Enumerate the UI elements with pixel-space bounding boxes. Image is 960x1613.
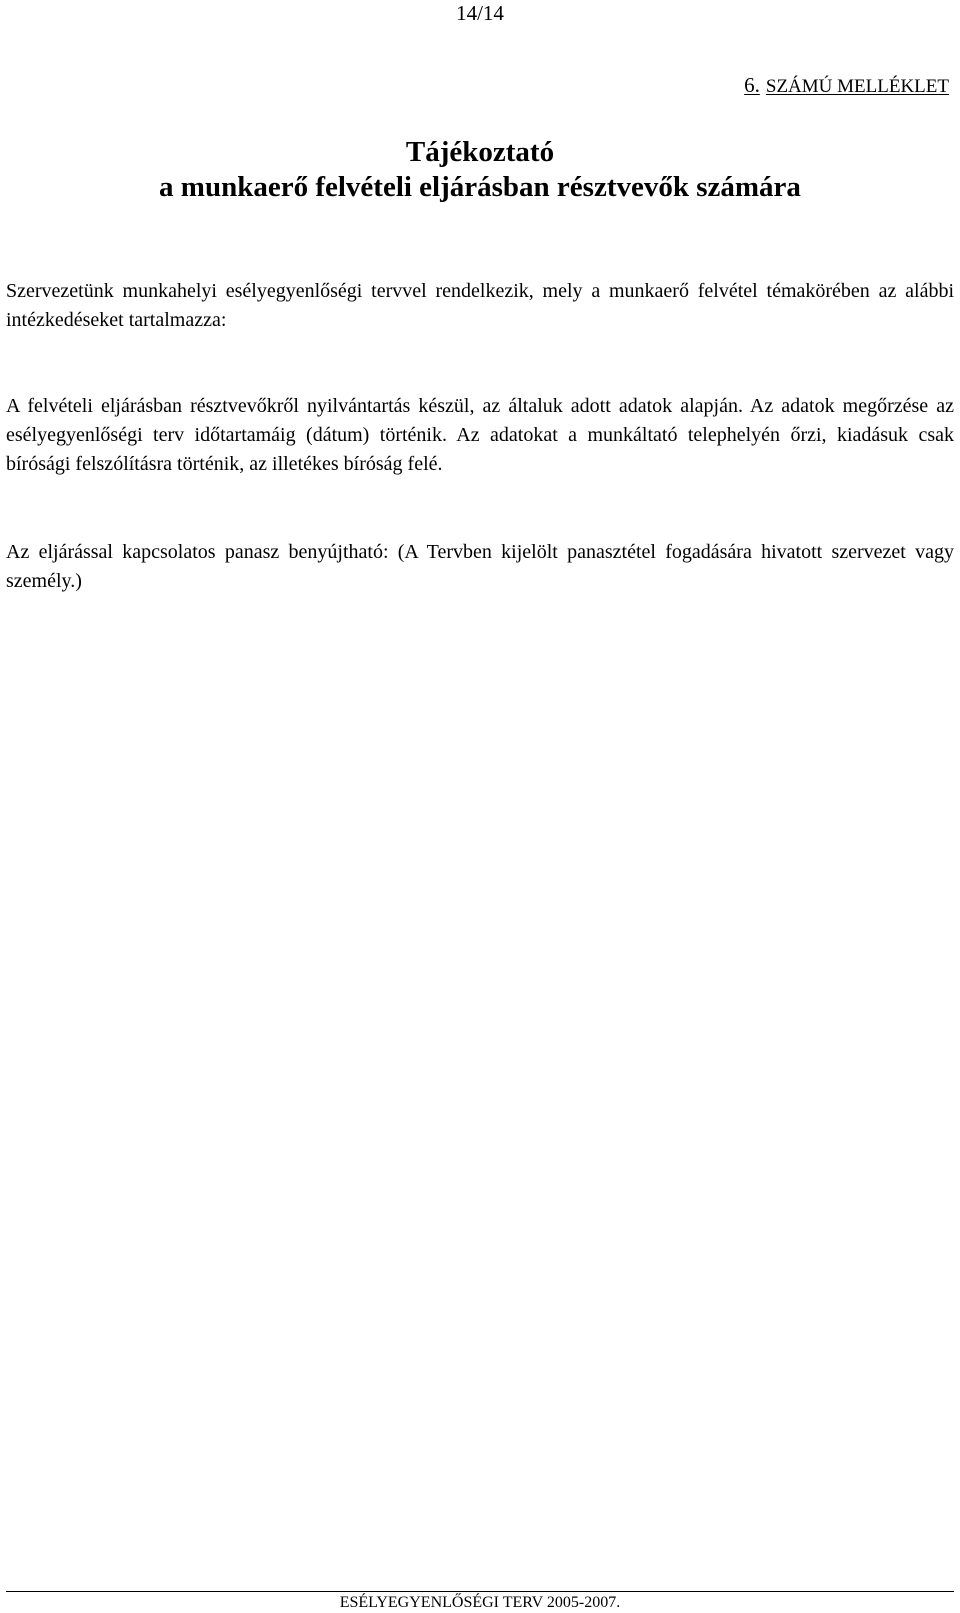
page-number: 14/14 (456, 1, 504, 25)
footer-text: ESÉLYEGYENLŐSÉGI TERV 2005-2007. (339, 1594, 621, 1611)
annex-label-text: SZÁMÚ MELLÉKLET (765, 76, 949, 97)
title-line-1: Tájékoztató (405, 136, 555, 168)
complaint-paragraph: Az eljárással kapcsolatos panasz benyújtható: (A Tervben kijelölt panasztétel fogadására hivatott szervezet vagy személy.) (6, 541, 954, 592)
annex-label (744, 73, 949, 99)
data-handling-paragraph: A felvételi eljárásban résztvevőkről nyilvántartás készül, az általuk adott adatok alapján. Az adatok megőrzése az esélyegyenlőségi terv időtartamáig (dátum) történik. Az adatokat a munkáltató telephelyén őrzi, kiadásuk csak bírósági felszólításra történik, az illetékes bíróság felé. (6, 395, 954, 475)
annex-number: 6. (744, 73, 760, 97)
title-line-2: a munkaerő felvételi eljárásban résztvevők számára (159, 171, 801, 203)
footer-divider (6, 1591, 954, 1592)
document-title (0, 135, 960, 205)
intro-paragraph: Szervezetünk munkahelyi esélyegyenlőségi tervvel rendelkezik, mely a munkaerő felvétel témakörében az alábbi intézkedéseket tartalmazza: (6, 280, 954, 331)
